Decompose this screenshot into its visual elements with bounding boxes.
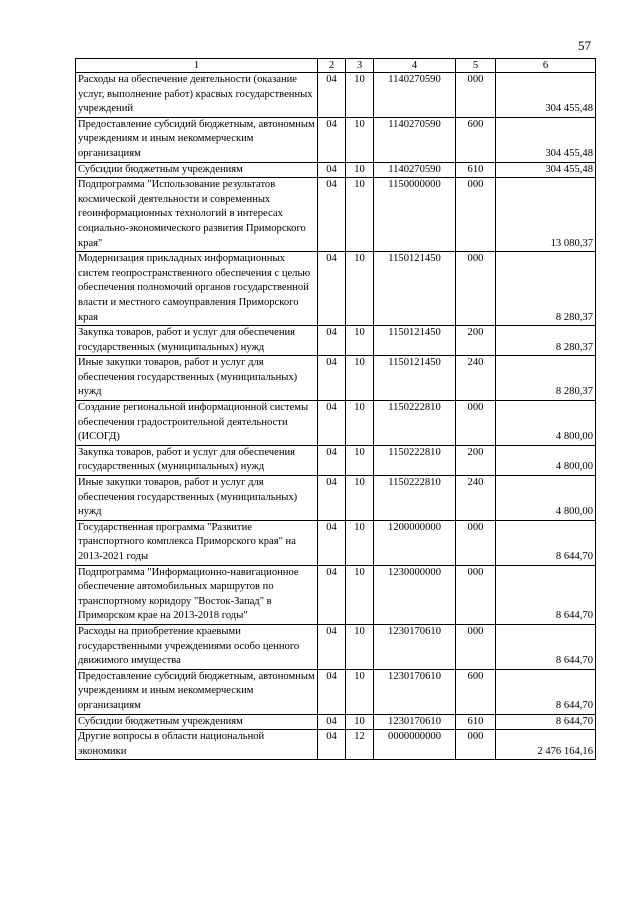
row-target-code: 1150000000 [374,178,456,252]
row-target-code: 1140270590 [374,117,456,162]
row-name: Предоставление субсидий бюджетным, автономным учреждениям и иным некоммерческим организациям [76,669,318,714]
row-name: Субсидии бюджетным учреждениям [76,714,318,730]
row-name: Иные закупки товаров, работ и услуг для обеспечения государственных (муниципальных) нужд [76,356,318,401]
page-number: 57 [578,38,591,53]
row-name: Другие вопросы в области национальной экономики [76,730,318,760]
table-row [76,252,596,326]
table-row [76,401,596,446]
row-target-code: 1230000000 [374,565,456,624]
row-amount: 8 644,70 [496,714,596,730]
row-expense-type: 240 [456,356,496,401]
row-name: Иные закупки товаров, работ и услуг для обеспечения государственных (муниципальных) нужд [76,476,318,521]
row-amount: 304 455,48 [496,117,596,162]
row-amount: 8 280,37 [496,356,596,401]
row-amount: 8 644,70 [496,624,596,669]
row-subsection: 10 [346,117,374,162]
row-name: Создание региональной информационной системы обеспечения градостроительной деятельности (ИСОГД) [76,401,318,446]
row-section: 04 [318,476,346,521]
row-subsection: 10 [346,356,374,401]
row-amount: 304 455,48 [496,162,596,178]
table-row [76,162,596,178]
row-target-code: 1150121450 [374,356,456,401]
row-target-code: 1150121450 [374,252,456,326]
row-amount: 8 280,37 [496,326,596,356]
row-target-code: 1230170610 [374,714,456,730]
row-target-code: 1150121450 [374,326,456,356]
table-row [76,476,596,521]
row-name: Расходы на приобретение краевыми государственными учреждениями особо ценного движимого имущества [76,624,318,669]
row-target-code: 1150222810 [374,476,456,521]
row-section: 04 [318,178,346,252]
row-name: Расходы на обеспечение деятельности (оказание услуг, выполнение работ) красвых государственных учреждений [76,73,318,118]
row-expense-type: 610 [456,162,496,178]
table-row [76,669,596,714]
row-section: 04 [318,73,346,118]
row-expense-type: 000 [456,73,496,118]
row-expense-type: 000 [456,252,496,326]
row-section: 04 [318,162,346,178]
row-amount: 8 644,70 [496,669,596,714]
row-subsection: 10 [346,73,374,118]
row-name: Субсидии бюджетным учреждениям [76,162,318,178]
row-subsection: 10 [346,714,374,730]
row-name: Закупка товаров, работ и услуг для обеспечения государственных (муниципальных) нужд [76,326,318,356]
row-amount: 304 455,48 [496,73,596,118]
row-target-code: 0000000000 [374,730,456,760]
row-section: 04 [318,252,346,326]
row-target-code: 1230170610 [374,624,456,669]
row-section: 04 [318,401,346,446]
row-name: Модернизация прикладных информационных систем геопространственного обеспечения с целью обеспечения полномочий органов государственной власти и местного самоуправления Приморского края [76,252,318,326]
row-subsection: 10 [346,445,374,475]
row-target-code: 1200000000 [374,520,456,565]
row-expense-type: 000 [456,520,496,565]
row-subsection: 10 [346,520,374,565]
row-target-code: 1140270590 [374,162,456,178]
row-expense-type: 000 [456,401,496,446]
row-amount: 4 800,00 [496,401,596,446]
row-amount: 8 644,70 [496,520,596,565]
table-row [76,520,596,565]
header-row [76,59,596,73]
row-target-code: 1150222810 [374,445,456,475]
table-row [76,73,596,118]
row-subsection: 10 [346,669,374,714]
row-amount: 2 476 164,16 [496,730,596,760]
row-subsection: 10 [346,624,374,669]
row-expense-type: 200 [456,445,496,475]
row-expense-type: 600 [456,669,496,714]
row-subsection: 10 [346,326,374,356]
row-name: Подпрограмма "Информационно-навигационное обеспечение автомобильных маршрутов по транспортному коридору "Восток-Запад" в Приморском крае на 2013-2018 годы" [76,565,318,624]
row-subsection: 10 [346,565,374,624]
row-expense-type: 000 [456,730,496,760]
row-name: Подпрограмма "Использование результатов космической деятельности и современных геоинформационных технологий в интересах социально-экономического развития Приморского края" [76,178,318,252]
header-cell-5: 5 [456,59,496,73]
row-subsection: 10 [346,252,374,326]
budget-table [75,58,596,760]
header-cell-3: 3 [346,59,374,73]
row-expense-type: 000 [456,565,496,624]
row-subsection: 10 [346,162,374,178]
row-section: 04 [318,117,346,162]
table-row [76,445,596,475]
row-amount: 8 280,37 [496,252,596,326]
row-section: 04 [318,669,346,714]
row-expense-type: 000 [456,624,496,669]
table-row [76,117,596,162]
header-cell-4: 4 [374,59,456,73]
row-amount: 13 080,37 [496,178,596,252]
row-expense-type: 240 [456,476,496,521]
table-row [76,565,596,624]
row-section: 04 [318,730,346,760]
row-name: Предоставление субсидий бюджетным, автономным учреждениям и иным некоммерческим организациям [76,117,318,162]
row-expense-type: 610 [456,714,496,730]
table-row [76,326,596,356]
row-amount: 4 800,00 [496,445,596,475]
row-subsection: 12 [346,730,374,760]
row-subsection: 10 [346,401,374,446]
row-section: 04 [318,326,346,356]
row-section: 04 [318,714,346,730]
table-row [76,714,596,730]
row-section: 04 [318,356,346,401]
row-expense-type: 600 [456,117,496,162]
row-target-code: 1140270590 [374,73,456,118]
row-target-code: 1230170610 [374,669,456,714]
row-name: Закупка товаров, работ и услуг для обеспечения государственных (муниципальных) нужд [76,445,318,475]
header-cell-2: 2 [318,59,346,73]
row-amount: 8 644,70 [496,565,596,624]
row-amount: 4 800,00 [496,476,596,521]
row-section: 04 [318,624,346,669]
row-target-code: 1150222810 [374,401,456,446]
row-expense-type: 000 [456,178,496,252]
row-section: 04 [318,445,346,475]
header-cell-1: 1 [76,59,318,73]
table-row [76,624,596,669]
row-subsection: 10 [346,476,374,521]
row-section: 04 [318,565,346,624]
row-expense-type: 200 [456,326,496,356]
table-row [76,730,596,760]
table-row [76,356,596,401]
header-cell-6: 6 [496,59,596,73]
row-subsection: 10 [346,178,374,252]
row-section: 04 [318,520,346,565]
row-name: Государственная программа "Развитие транспортного комплекса Приморского края" на 2013-2021 годы [76,520,318,565]
table-row [76,178,596,252]
